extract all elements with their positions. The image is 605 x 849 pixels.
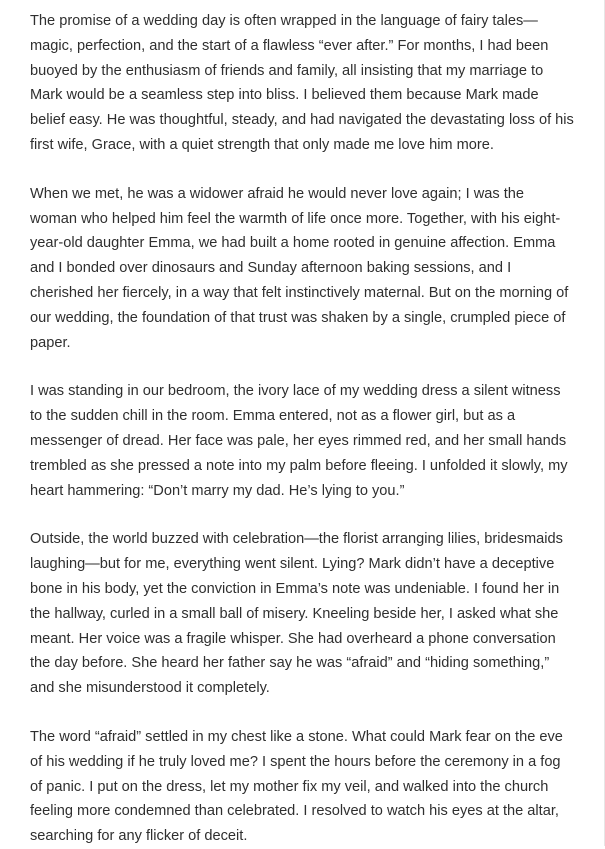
paragraph: The promise of a wedding day is often wrapped in the language of fairy tales—magic, perfection, and the start of a flawless “ever after.” For months, I had been buoyed by the enthusiasm of friends and family, all insisting that my marriage to Mark would be a seamless step into bliss. I believed them because Mark made belief easy. He was thoughtful, steady, and had navigated the devastating loss of his first wife, Grace, with a quiet strength that only made me love him more.	[30, 13, 574, 153]
paragraph: I was standing in our bedroom, the ivory lace of my wedding dress a silent witness to the sudden chill in the room. Emma entered, not as a flower girl, but as a messenger of dread. Her face was pale, her eyes rimmed red, and her small hands trembled as she pressed a note into my palm before fleeing. I unfolded it slowly, my heart hammering: “Don’t marry my dad. He’s lying to you.”	[30, 383, 568, 499]
paragraph: When we met, he was a widower afraid he would never love again; I was the woman who helped him feel the warmth of life once more. Together, with his eight-year-old daughter Emma, we had built a home rooted in genuine affection. Emma and I bonded over dinosaurs and Sunday afternoon baking sessions, and I cherished her fiercely, in a way that felt instinctively maternal. But on the morning of our wedding, the foundation of that trust was shaken by a single, crumpled piece of paper.	[30, 185, 569, 351]
paragraph: The word “afraid” settled in my chest like a stone. What could Mark fear on the eve of his wedding if he truly loved me? I spent the hours before the ceremony in a fog of panic. I put on the dress, let my mother fix my veil, and walked into the church feeling more condemned than celebrated. I resolved to watch his eyes at the altar, searching for any flicker of deceit.	[30, 728, 563, 845]
paragraph: Outside, the world buzzed with celebration—the florist arranging lilies, bridesmaids laughing—but for me, everything went silent. Lying? Mark didn’t have a deceptive bone in his body, yet the conviction in Emma’s note was undeniable. I found her in the hallway, curled in a small ball of misery. Kneeling beside her, I asked what she meant. Her voice was a fragile whisper. She had overheard a phone conversation the day before. She heard her father say he was “afraid” and “hiding something,” and she misunderstood it completely.	[30, 531, 563, 697]
